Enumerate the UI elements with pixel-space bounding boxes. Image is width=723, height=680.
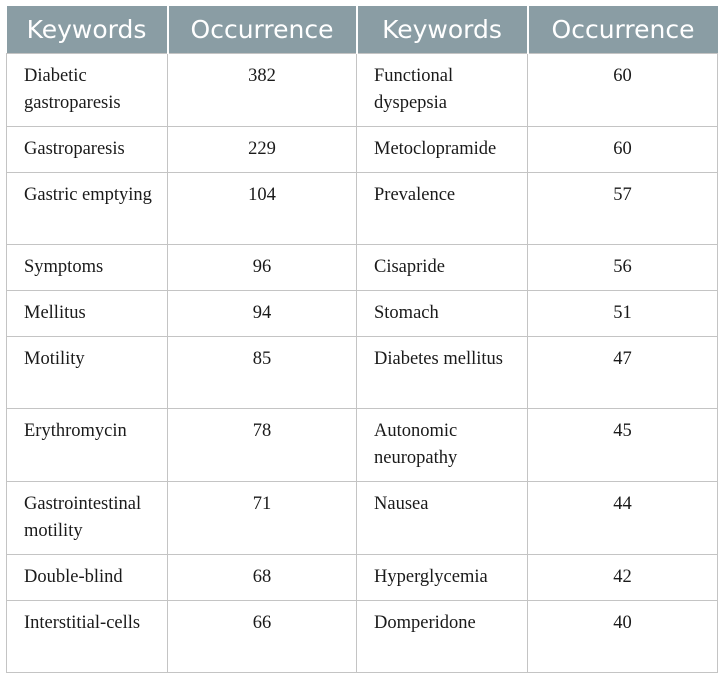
- occurrence-cell: 78: [168, 409, 357, 482]
- keyword-cell: Functional dyspepsia: [357, 54, 528, 127]
- keyword-cell: Nausea: [357, 482, 528, 555]
- occurrence-cell: 51: [528, 291, 718, 337]
- keyword-cell: Diabetes mellitus: [357, 337, 528, 409]
- keyword-cell: Diabetic gastroparesis: [7, 54, 168, 127]
- keyword-cell: Interstitial-cells: [7, 601, 168, 673]
- table-row: [7, 601, 718, 673]
- keyword-cell: Cisapride: [357, 245, 528, 291]
- occurrence-cell: 66: [168, 601, 357, 673]
- occurrence-cell: 47: [528, 337, 718, 409]
- keyword-cell: Gastroparesis: [7, 127, 168, 173]
- keyword-cell: Symptoms: [7, 245, 168, 291]
- occurrence-cell: 229: [168, 127, 357, 173]
- keyword-cell: Mellitus: [7, 291, 168, 337]
- table-row: [7, 337, 718, 409]
- occurrence-cell: 94: [168, 291, 357, 337]
- occurrence-cell: 40: [528, 601, 718, 673]
- header-occurrence-left: Occurrence: [168, 6, 357, 54]
- header-occurrence-right: Occurrence: [528, 6, 718, 54]
- table-row: [7, 127, 718, 173]
- occurrence-cell: 45: [528, 409, 718, 482]
- keyword-cell: Erythromycin: [7, 409, 168, 482]
- table-row: [7, 482, 718, 555]
- occurrence-cell: 60: [528, 54, 718, 127]
- occurrence-cell: 104: [168, 173, 357, 245]
- keyword-cell: Motility: [7, 337, 168, 409]
- table-row: [7, 555, 718, 601]
- table-row: [7, 173, 718, 245]
- occurrence-cell: 56: [528, 245, 718, 291]
- keyword-cell: Gastrointestinal motility: [7, 482, 168, 555]
- keyword-cell: Autonomic neuropathy: [357, 409, 528, 482]
- header-row: [7, 6, 718, 54]
- header-keywords-right: Keywords: [357, 6, 528, 54]
- table-row: [7, 245, 718, 291]
- keyword-cell: Prevalence: [357, 173, 528, 245]
- keyword-cell: Stomach: [357, 291, 528, 337]
- table-body: [7, 54, 718, 673]
- occurrence-cell: 71: [168, 482, 357, 555]
- occurrence-cell: 57: [528, 173, 718, 245]
- keyword-cell: Double-blind: [7, 555, 168, 601]
- keyword-cell: Gastric emptying: [7, 173, 168, 245]
- occurrence-cell: 382: [168, 54, 357, 127]
- table-header: [7, 6, 718, 54]
- occurrence-cell: 96: [168, 245, 357, 291]
- table-row: [7, 54, 718, 127]
- occurrence-cell: 42: [528, 555, 718, 601]
- occurrence-cell: 44: [528, 482, 718, 555]
- keywords-occurrence-table: [6, 6, 718, 673]
- header-keywords-left: Keywords: [7, 6, 168, 54]
- occurrence-cell: 85: [168, 337, 357, 409]
- keyword-cell: Metoclopramide: [357, 127, 528, 173]
- table-row: [7, 291, 718, 337]
- occurrence-cell: 68: [168, 555, 357, 601]
- keyword-cell: Domperidone: [357, 601, 528, 673]
- occurrence-cell: 60: [528, 127, 718, 173]
- table-row: [7, 409, 718, 482]
- keyword-cell: Hyperglycemia: [357, 555, 528, 601]
